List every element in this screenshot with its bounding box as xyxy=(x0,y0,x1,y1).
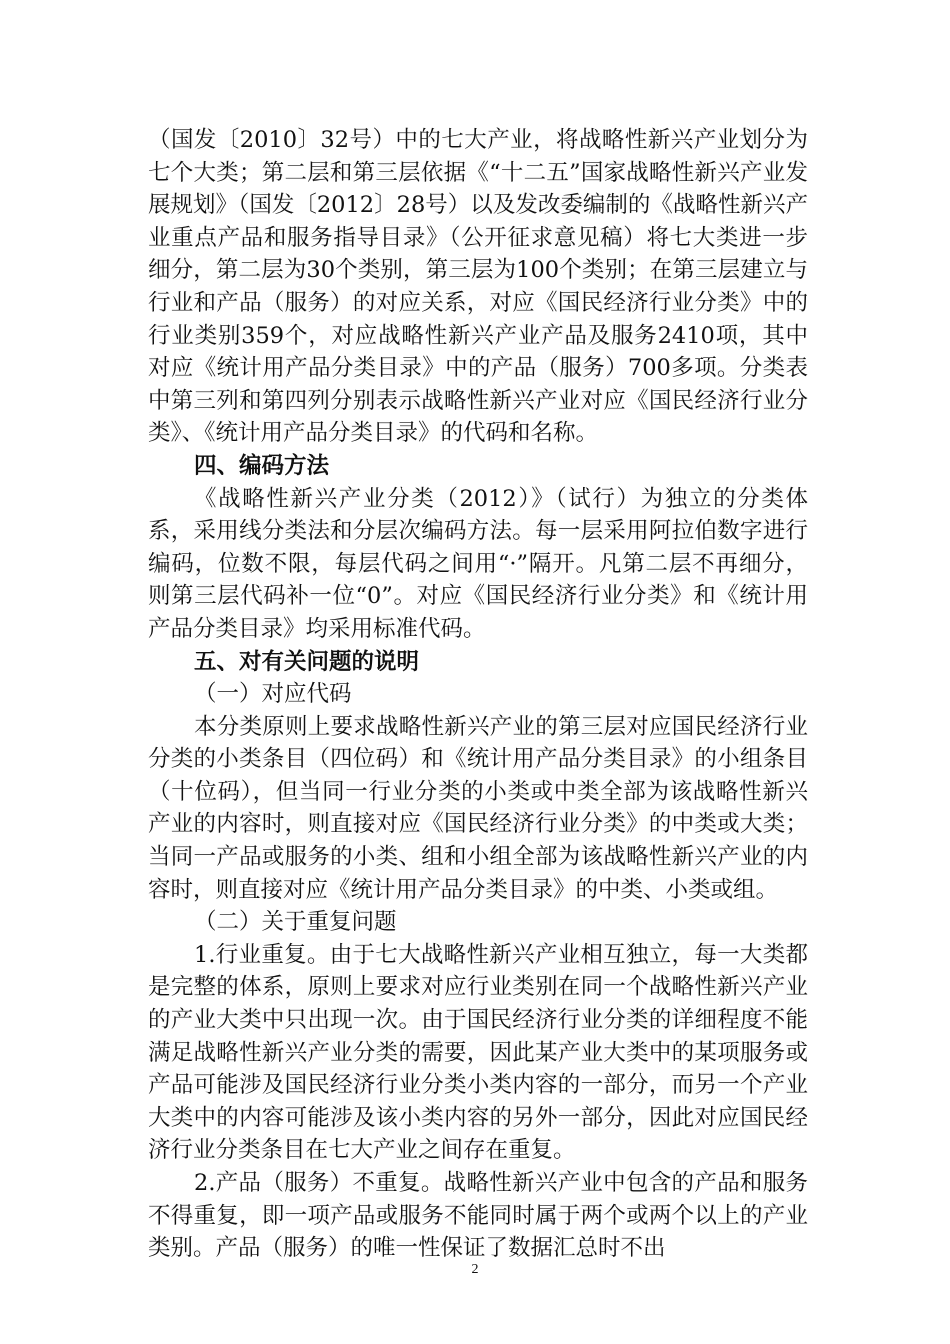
paragraph-industry-duplication: 1.行业重复。由于七大战略性新兴产业相互独立，每一大类都是完整的体系，原则上要求对应行业类别在同一个战略性新兴产业的产业大类中只出现一次。由于国民经济行业分类的详细程度不能满足战略性新兴产业分类的需要，因此某产业大类中的某项服务或产品可能涉及国民经济行业分类小类内容的一部分，而另一个产业大类中的内容可能涉及该小类内容的另外一部分，因此对应国民经济行业分类条目在七大产业之间存在重复。 xyxy=(148,941,808,1164)
page-number: 2 xyxy=(471,1262,479,1277)
paragraph-corresponding-codes: 本分类原则上要求战略性新兴产业的第三层对应国民经济行业分类的小类条目（四位码）和《统计用产品分类目录》的小组条目（十位码），但当同一行业分类的小类或中类全部为该战略性新兴产业的内容时，则直接对应《国民经济行业分类》的中类或大类；当同一产品或服务的小类、组和小组全部为该战略性新兴产业的内容时，则直接对应《统计用产品分类目录》的中类、小类或组。 xyxy=(148,713,808,903)
paragraph-coding-method: 《战略性新兴产业分类（2012）》（试行）为独立的分类体系，采用线分类法和分层次编码方法。每一层采用阿拉伯数字进行编码，位数不限，每层代码之间用“·”隔开。凡第二层不再细分，则第三层代码补一位“0”。对应《国民经济行业分类》和《统计用产品分类目录》均采用标准代码。 xyxy=(148,485,808,642)
subheading-duplication: （二）关于重复问题 xyxy=(194,909,397,936)
paragraph-industry-classification: （国发〔2010〕32号）中的七大产业，将战略性新兴产业划分为七个大类；第二层和第三层依据《“十二五”国家战略性新兴产业发展规划》（国发〔2012〕28号）以及发改委编制的《战略性新兴产业重点产品和服务指导目录》（公开征求意见稿）将七大类进一步细分，第二层为30个类别，第三层为100个类别；在第三层建立与行业和产品（服务）的对应关系，对应《国民经济行业分类》中的行业类别359个，对应战略性新兴产业产品及服务2410项，其中对应《统计用产品分类目录》中的产品（服务）700多项。分类表中第三列和第四列分别表示战略性新兴产业对应《国民经济行业分类》、《统计用产品分类目录》的代码和名称。 xyxy=(148,127,808,447)
document-body xyxy=(148,124,808,1265)
subheading-corresponding-codes: （一）对应代码 xyxy=(194,681,352,708)
section-heading-explanations: 五、对有关问题的说明 xyxy=(194,648,420,675)
paragraph-product-no-duplication: 2.产品（服务）不重复。战略性新兴产业中包含的产品和服务不得重复，即一项产品或服务不能同时属于两个或两个以上的产业类别。产品（服务）的唯一性保证了数据汇总时不出 xyxy=(148,1170,808,1262)
section-heading-coding-method: 四、编码方法 xyxy=(194,452,330,479)
